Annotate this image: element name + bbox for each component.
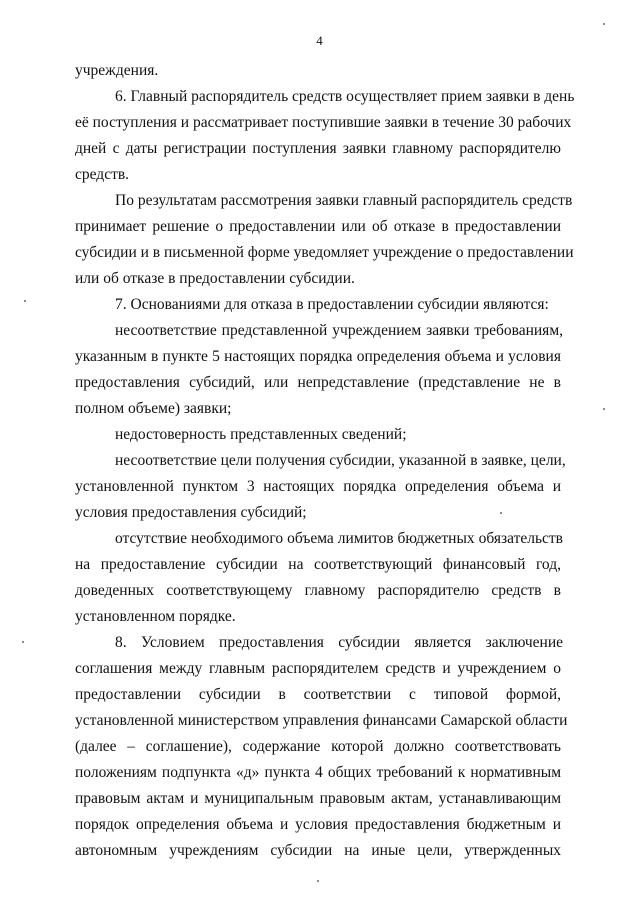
- text-line: учреждения.: [75, 62, 159, 79]
- scan-speck: [24, 300, 26, 302]
- text-line: порядок определения объема и условия предоставления бюджетным и: [75, 816, 561, 833]
- text-line: положениям подпункта «д» пункта 4 общих требований к нормативным: [75, 764, 561, 781]
- text-line: несоответствие представленной учреждением заявки требованиям,: [115, 322, 563, 339]
- text-line: (далее – соглашение), содержание которой должно соответствовать: [75, 738, 561, 755]
- text-line: 7. Основаниями для отказа в предоставлении субсидии являются:: [115, 296, 549, 313]
- text-line: полном объеме) заявки;: [75, 400, 232, 417]
- scan-speck: [500, 512, 502, 514]
- text-line: доведенных соответствующему главному распорядителю средств в: [75, 582, 561, 599]
- text-line: предоставления субсидий, или непредставление (представление не в: [75, 374, 561, 391]
- text-line: предоставлении субсидии в соответствии с типовой формой,: [75, 686, 561, 703]
- text-line: 6. Главный распорядитель средств осуществляет прием заявки в день: [115, 88, 575, 105]
- text-line: автономным учреждениям субсидии на иные цели, утвержденных: [75, 842, 561, 859]
- text-line: установленном порядке.: [75, 608, 236, 625]
- page-number: 4: [316, 33, 323, 48]
- text-line: отсутствие необходимого объема лимитов бюджетных обязательств: [115, 530, 563, 547]
- scan-speck: [603, 408, 605, 410]
- text-line: несоответствие цели получения субсидии, указанной в заявке, цели,: [115, 452, 566, 469]
- text-line: дней с даты регистрации поступления заявки главному распорядителю: [75, 140, 561, 157]
- text-line: или об отказе в предоставлении субсидии.: [75, 270, 355, 287]
- text-line: недостоверность представленных сведений;: [115, 426, 407, 443]
- text-line: субсидии и в письменной форме уведомляет учреждение о предоставлении: [75, 244, 574, 261]
- text-line: на предоставление субсидии на соответствующий финансовый год,: [75, 556, 561, 573]
- text-line: средств.: [75, 166, 130, 183]
- text-line: установленной пунктом 3 настоящих порядка определения объема и: [75, 478, 561, 495]
- text-line: принимает решение о предоставлении или об отказе в предоставлении: [75, 218, 561, 235]
- text-line: правовым актам и муниципальным правовым актам, устанавливающим: [75, 790, 561, 807]
- scan-speck: [317, 880, 319, 882]
- scan-speck: [603, 23, 605, 25]
- scan-speck: [22, 641, 24, 643]
- text-line: установленной министерством управления финансами Самарской области: [75, 712, 568, 729]
- text-line: соглашения между главным распорядителем средств и учреждением о: [75, 660, 561, 677]
- text-line: указанным в пункте 5 настоящих порядка определения объема и условия: [75, 348, 561, 365]
- text-line: 8. Условием предоставления субсидии является заключение: [115, 634, 563, 651]
- text-line: условия предоставления субсидий;: [75, 504, 307, 521]
- text-line: По результатам рассмотрения заявки главный распорядитель средств: [115, 192, 573, 209]
- text-line: её поступления и рассматривает поступившие заявки в течение 30 рабочих: [75, 114, 572, 131]
